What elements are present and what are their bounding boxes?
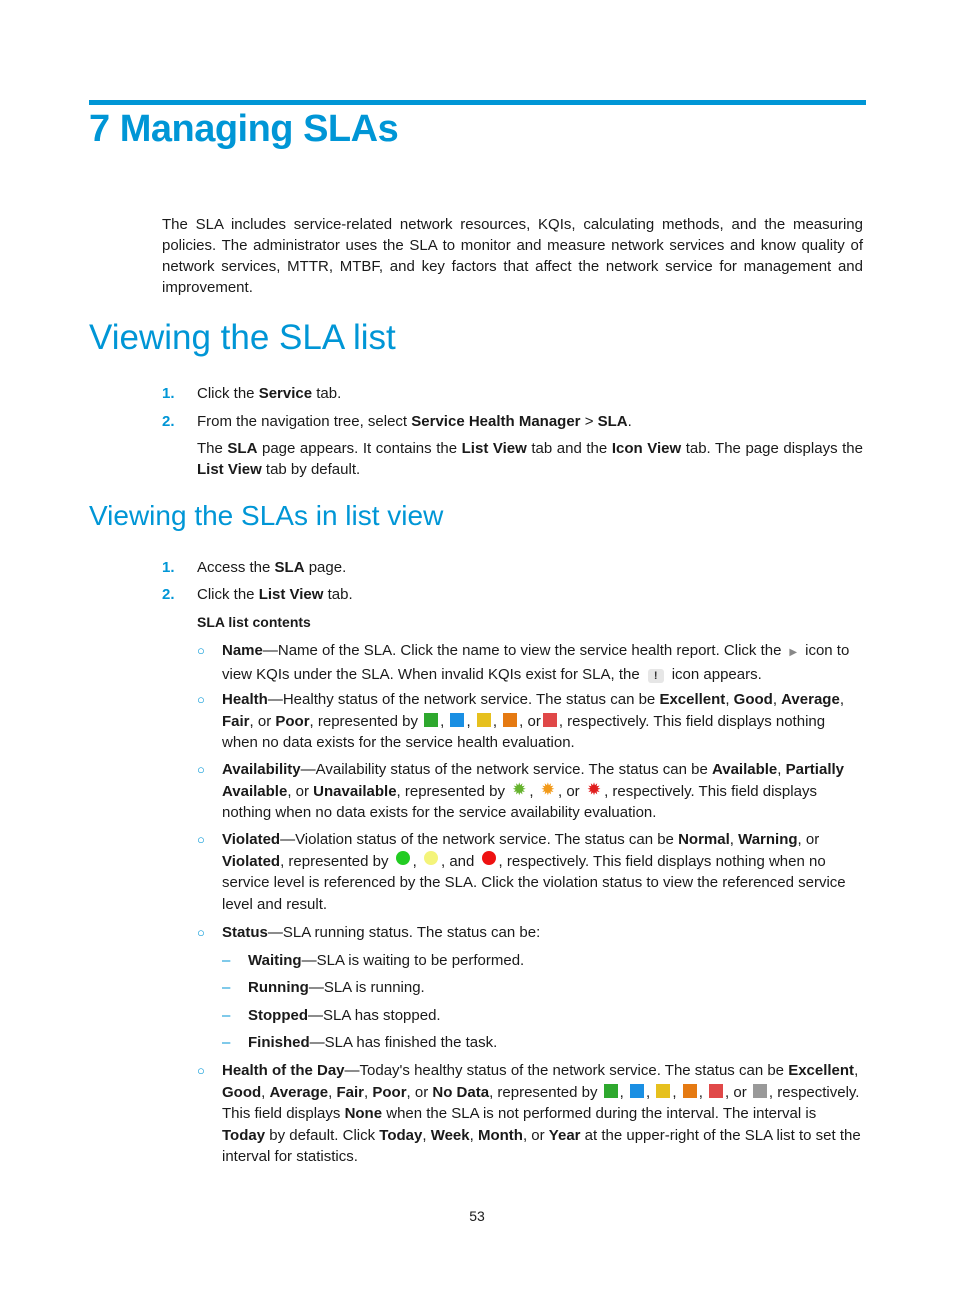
status-term: Fair xyxy=(222,712,250,730)
poor-square-icon xyxy=(543,713,557,727)
step-text: page. xyxy=(304,559,347,576)
step-bold: Service xyxy=(258,385,313,402)
note-text: tab by default. xyxy=(261,461,361,478)
bullet-marker: ○ xyxy=(197,925,205,940)
status-term: Today xyxy=(379,1126,423,1144)
note-text: tab and the xyxy=(526,440,612,457)
step-2 xyxy=(162,411,632,432)
bullet-status xyxy=(197,922,863,944)
conjunction: or xyxy=(566,782,580,800)
chapter-title: 7 Managing SLAs xyxy=(89,108,399,150)
bullet-marker: ○ xyxy=(197,692,205,707)
bullet-text: icon appears. xyxy=(671,665,762,683)
status-term: Today xyxy=(222,1126,266,1144)
status-term: Partially Available xyxy=(222,761,844,800)
excellent-square-icon xyxy=(604,1084,618,1098)
note-text: page appears. It contains the xyxy=(257,440,462,457)
step-text: tab. xyxy=(312,385,342,402)
note-text: tab. The page displays the xyxy=(681,440,863,457)
status-text: —SLA has stopped. xyxy=(308,1007,441,1024)
step-number: 2. xyxy=(162,413,175,430)
excellent-square-icon xyxy=(424,713,438,727)
status-text: —SLA has finished the task. xyxy=(309,1034,498,1051)
dash-marker: – xyxy=(222,1007,231,1024)
status-text: —SLA is waiting to be performed. xyxy=(301,952,525,969)
conjunction: or xyxy=(531,1126,545,1144)
status-item-waiting xyxy=(222,950,524,971)
step-2 xyxy=(162,584,353,605)
step-bold: List View xyxy=(258,586,324,603)
conjunction: or xyxy=(805,831,820,848)
conjunction: and xyxy=(449,852,475,870)
intro-paragraph: The SLA includes service-related network resources, KQIs, calculating methods, and the measuring policies. The administrator uses the SLA to monitor and measure network services and know quality of network services, MTTR, MTBF, and key factors that affect the network service for management and improvement. xyxy=(162,216,863,296)
unavailable-gear-icon: ✹ xyxy=(586,779,602,799)
bullet-text: , respectively. This field displays nothing when no service level is referenced by the SLA. Click the violation status to view the referenced service level and result. xyxy=(222,852,846,913)
status-term: Poor xyxy=(372,1083,407,1101)
bullet-availability: ○ Availability—Availability status of the network service. The status can be Available, Partially Available, or Unavailable, represented by ✹ , ✹ , or ✹ , respectively. This field displays nothing when no data exists for the service availability evaluation. xyxy=(197,761,844,821)
average-square-icon xyxy=(656,1084,670,1098)
dash-marker: – xyxy=(222,1034,231,1051)
bullet-text: , represented by xyxy=(396,782,510,800)
average-square-icon xyxy=(477,713,491,727)
field-name: Status xyxy=(222,924,268,941)
fair-square-icon xyxy=(683,1084,697,1098)
bullet-health: ○ Health—Healthy status of the network service. The status can be Excellent, Good, Average, Fair, or Poor, represented by , , , , or , respectively. This field displays nothing when no data exists for the service health evaluation. xyxy=(197,691,844,751)
bullet-text: —Today's healthy status of the network service. The status can be xyxy=(344,1062,789,1079)
field-name: Health xyxy=(222,691,268,708)
status-term: Poor xyxy=(275,712,310,730)
status-term: Fair xyxy=(336,1083,365,1101)
status-term: Excellent xyxy=(659,691,726,708)
step-text: Access the xyxy=(197,559,275,576)
violated-dot-icon xyxy=(482,851,496,865)
fair-square-icon xyxy=(503,713,517,727)
status-term: Average xyxy=(269,1083,329,1101)
step-text: tab. xyxy=(323,586,353,603)
status-term: None xyxy=(344,1105,383,1122)
status-item-stopped xyxy=(222,1005,441,1026)
status-term: Good xyxy=(733,691,773,708)
bullet-text: icon to view KQIs under the SLA. When invalid KQIs exist for SLA, the xyxy=(222,642,850,683)
status-term: Waiting xyxy=(248,952,302,969)
note-bold: List View xyxy=(461,440,527,457)
dash-marker: – xyxy=(222,952,231,969)
status-term: Finished xyxy=(248,1034,310,1051)
status-term: Month xyxy=(477,1126,523,1144)
status-term: Available xyxy=(711,761,778,778)
field-name: Name xyxy=(222,642,263,659)
conjunction: or xyxy=(733,1083,747,1101)
bullet-text: —Healthy status of the network service. The status can be xyxy=(267,691,660,708)
field-name: Availability xyxy=(222,761,301,778)
conjunction: or xyxy=(257,712,272,730)
status-term: Warning xyxy=(738,831,798,848)
bullet-marker: ○ xyxy=(197,643,205,658)
bullet-text: , represented by xyxy=(309,712,423,730)
step-number: 1. xyxy=(162,559,175,576)
chapter-rule xyxy=(89,100,866,105)
step-text: Click the xyxy=(197,586,259,603)
invalid-kqi-icon: ! xyxy=(648,669,664,683)
bullet-marker: ○ xyxy=(197,1063,205,1078)
status-term: No Data xyxy=(432,1083,490,1101)
status-term: Running xyxy=(248,979,309,996)
status-item-finished xyxy=(222,1032,497,1053)
warning-dot-icon xyxy=(424,851,438,865)
step-number: 1. xyxy=(162,385,175,402)
bullet-text: by default. Click xyxy=(265,1126,380,1144)
step-1 xyxy=(162,383,341,404)
step-bold: SLA xyxy=(597,413,628,430)
status-term: Week xyxy=(430,1126,470,1144)
step-bold: SLA xyxy=(274,559,305,576)
bullet-text: at the upper-right of the SLA list to set the interval for statistics. xyxy=(222,1126,861,1165)
status-term: Excellent xyxy=(788,1062,855,1079)
bullet-name xyxy=(197,640,863,685)
expand-arrow-icon: ▶ xyxy=(789,647,798,658)
poor-square-icon xyxy=(709,1084,723,1098)
note-bold: List View xyxy=(197,461,262,478)
bullet-text: , represented by xyxy=(489,1083,602,1101)
step-text: > xyxy=(580,413,598,430)
bullet-text: when the SLA is not performed during the interval. The interval is xyxy=(382,1105,817,1122)
step-note xyxy=(197,438,863,480)
step-1 xyxy=(162,557,346,578)
step-text: . xyxy=(627,413,632,430)
section-title-list-view: Viewing the SLAs in list view xyxy=(89,500,444,531)
conjunction: or xyxy=(295,782,309,800)
bullet-violated: ○ Violated—Violation status of the network service. The status can be Normal, Warning, or Violated, represented by , , and , respectively. This field displays nothing when no service level is referenced by the SLA. Click the violation status to view the referenced service level and result. xyxy=(197,831,846,913)
list-contents-label: SLA list contents xyxy=(197,614,311,630)
bullet-marker: ○ xyxy=(197,832,205,847)
conjunction: or xyxy=(527,712,541,730)
normal-dot-icon xyxy=(396,851,410,865)
available-gear-icon: ✹ xyxy=(512,779,527,799)
bullet-text: , represented by xyxy=(280,852,393,870)
bullet-text: —Name of the SLA. Click the name to view the service health report. Click the xyxy=(262,642,782,659)
partially-available-gear-icon: ✹ xyxy=(540,779,555,799)
page-number: 53 xyxy=(469,1208,485,1224)
step-text: Click the xyxy=(197,385,259,402)
step-text: From the navigation tree, select xyxy=(197,413,412,430)
field-name: Health of the Day xyxy=(222,1062,345,1079)
good-square-icon xyxy=(450,713,464,727)
section-title-sla-list: Viewing the SLA list xyxy=(89,318,396,357)
bullet-text: , respectively. This field displays xyxy=(222,1083,860,1122)
bullet-text: , respectively. This field displays nothing when no data exists for the service availability evaluation. xyxy=(222,782,817,821)
status-term: Good xyxy=(222,1083,262,1101)
bullet-text: , respectively. This field displays nothing when no data exists for the service health evaluation. xyxy=(222,712,826,751)
status-term: Average xyxy=(781,691,840,708)
status-text: —SLA is running. xyxy=(308,979,425,996)
status-term: Unavailable xyxy=(313,782,397,800)
dash-marker: – xyxy=(222,979,231,996)
step-bold: Service Health Manager xyxy=(411,413,581,430)
bullet-health-of-the-day: ○ Health of the Day—Today's healthy status of the network service. The status can be Excellent, Good, Average, Fair, Poor, or No Data, represented by , , , , , or , respectively. This field displays None when the SLA is not performed during the interval. The interval is Today by default. Click Today, Week, Month, or Year at the upper-right of the SLA list to set the interval for statistics. xyxy=(197,1062,861,1165)
conjunction: or xyxy=(414,1083,429,1101)
status-term: Normal xyxy=(678,831,730,848)
status-term: Year xyxy=(548,1126,581,1144)
field-name: Violated xyxy=(222,831,281,848)
bullet-marker: ○ xyxy=(197,762,205,777)
good-square-icon xyxy=(630,1084,644,1098)
status-term: Violated xyxy=(222,852,281,870)
note-bold: Icon View xyxy=(611,440,682,457)
status-item-running xyxy=(222,977,425,998)
note-bold: SLA xyxy=(227,440,258,457)
note-text: The xyxy=(197,440,228,457)
status-term: Stopped xyxy=(248,1007,308,1024)
bullet-text: —Violation status of the network service. The status can be xyxy=(280,831,679,848)
bullet-text: —Availability status of the network service. The status can be xyxy=(300,761,712,778)
bullet-text: —SLA running status. The status can be: xyxy=(267,924,541,941)
no-data-square-icon xyxy=(753,1084,767,1098)
step-number: 2. xyxy=(162,586,175,603)
